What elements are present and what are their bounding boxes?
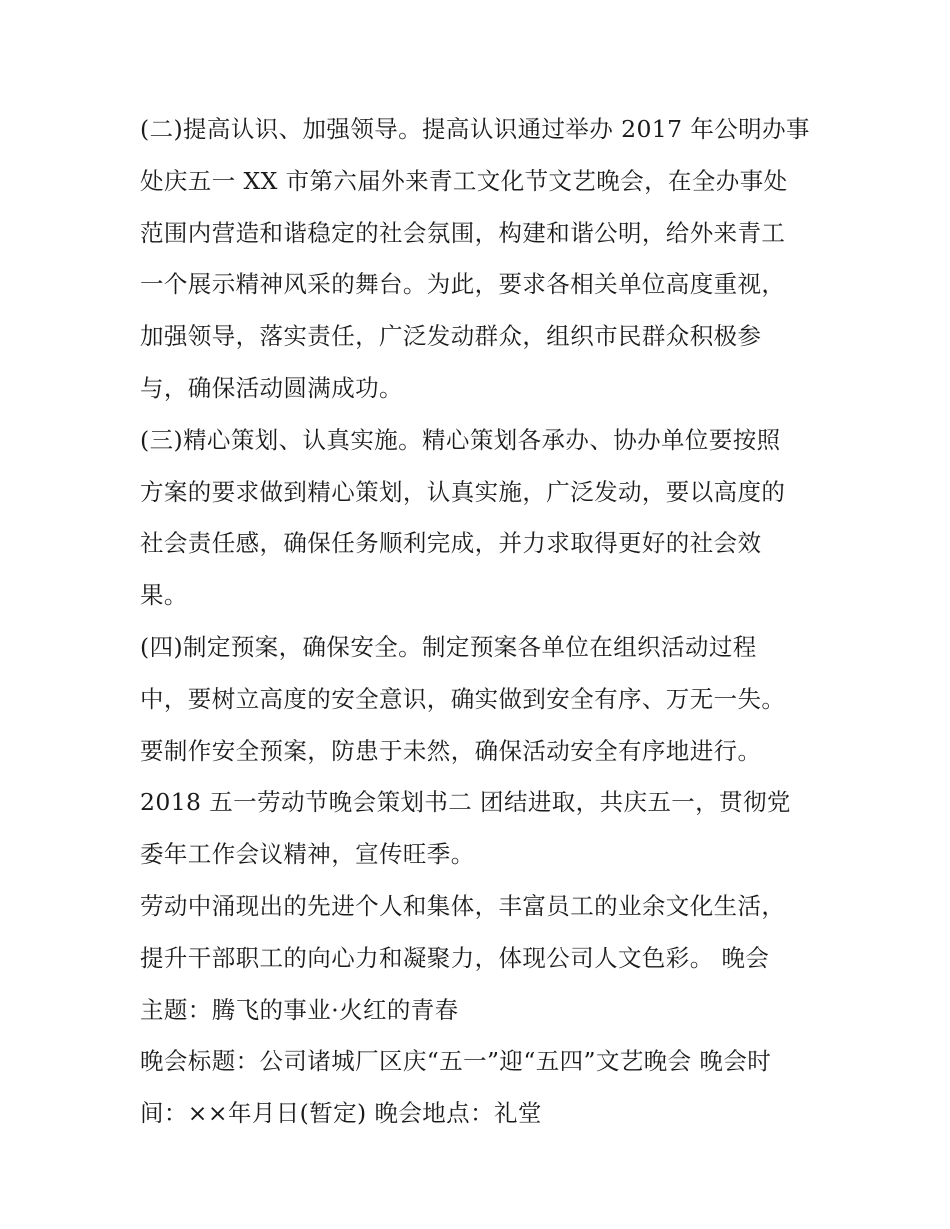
text-line: 提升干部职工的向心力和凝聚力，体现公司人文色彩。 晚会 — [140, 943, 770, 972]
text-line: (四)制定预案，确保安全。制定预案各单位在组织活动过程 — [140, 632, 757, 661]
text-line: 社会责任感，确保任务顺利完成，并力求取得更好的社会效 — [140, 529, 762, 558]
text-line: 2018 五一劳动节晚会策划书二 团结进取，共庆五一，贯彻党 — [140, 788, 791, 817]
text-line: 主题：腾飞的事业·火红的青春 — [140, 995, 459, 1024]
text-line: (二)提高认识、加强领导。提高认识通过举办 2017 年公明办事 — [140, 115, 810, 143]
text-line: 间：××年月日(暂定) 晚会地点：礼堂 — [140, 1099, 542, 1128]
document-body — [140, 104, 820, 1140]
text-line: 范围内营造和谐稳定的社会氛围，构建和谐公明，给外来青工 — [140, 218, 786, 247]
text-line: (三)精心策划、认真实施。精心策划各承办、协办单位要按照 — [140, 425, 781, 454]
text-line: 一个展示精神风采的舞台。为此，要求各相关单位高度重视， — [140, 270, 786, 299]
text-line: 晚会标题：公司诸城厂区庆“五一”迎“五四”文艺晚会 晚会时 — [140, 1047, 772, 1076]
text-line: 加强领导，落实责任，广泛发动群众，组织市民群众积极参 — [140, 322, 762, 351]
text-line: 处庆五一 XX 市第六届外来青工文化节文艺晚会，在全办事处 — [140, 166, 788, 195]
text-line: 要制作安全预案，防患于未然，确保活动安全有序地进行。 — [140, 736, 762, 765]
text-line: 与，确保活动圆满成功。 — [140, 373, 403, 402]
text-line: 劳动中涌现出的先进个人和集体，丰富员工的业余文化生活， — [140, 891, 786, 920]
text-line: 方案的要求做到精心策划，认真实施，广泛发动，要以高度的 — [140, 477, 786, 506]
text-line: 委年工作会议精神，宣传旺季。 — [140, 840, 475, 869]
text-line: 中，要树立高度的安全意识，确实做到安全有序、万无一失。 — [140, 684, 786, 713]
text-line: 果。 — [140, 581, 188, 610]
